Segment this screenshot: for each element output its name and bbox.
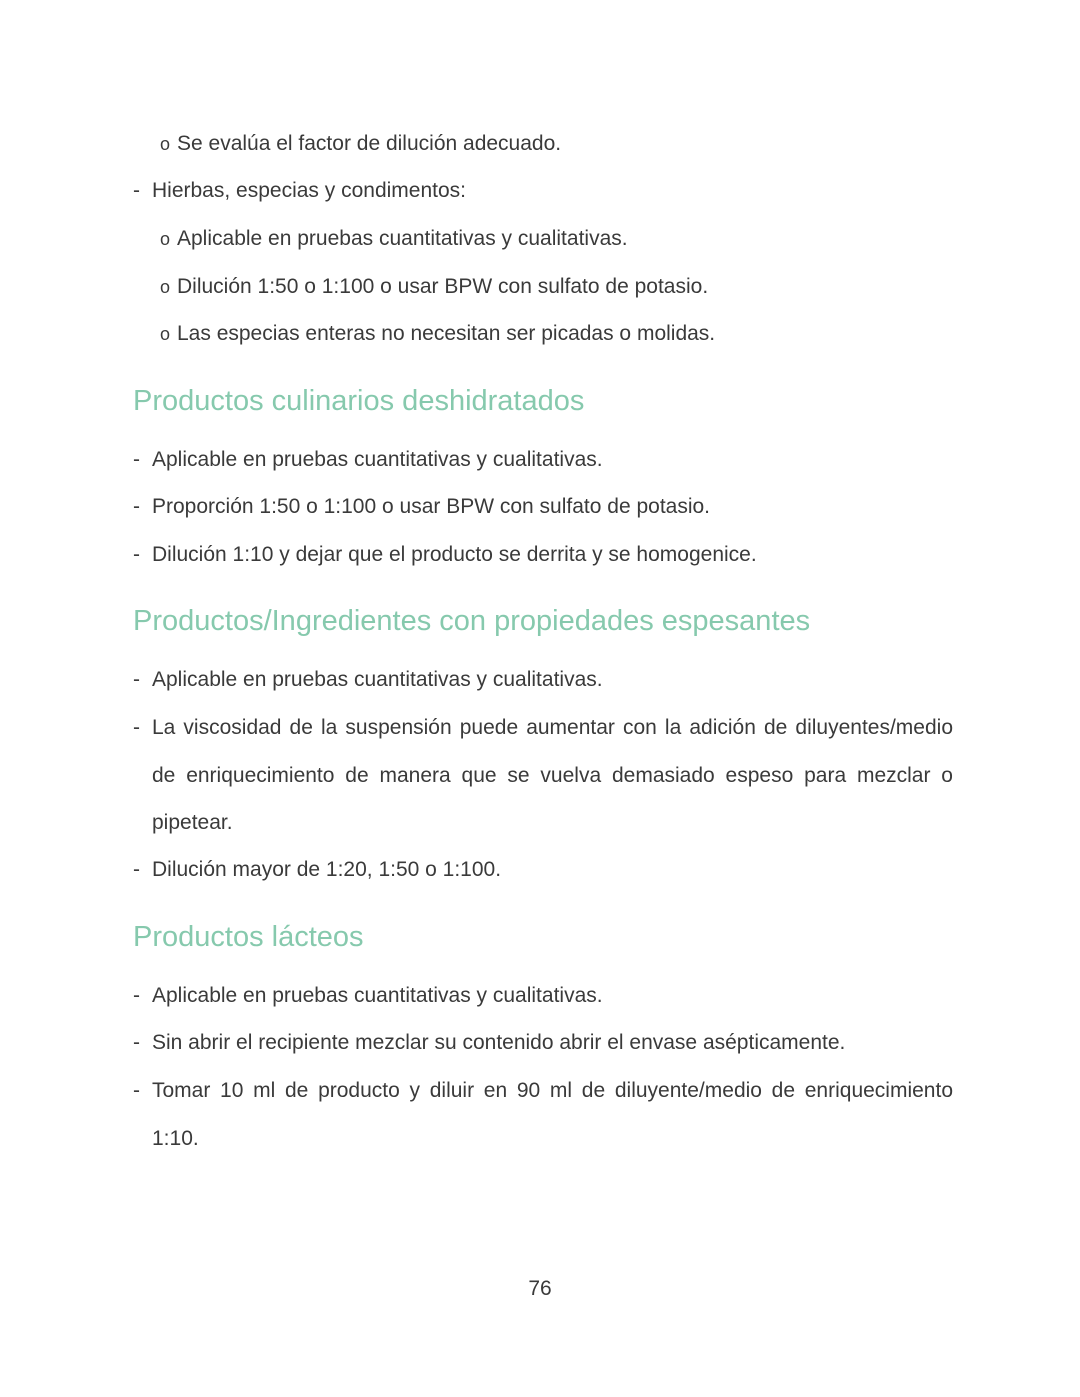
sub-list-item-text: Aplicable en pruebas cuantitativas y cualitativas. — [177, 227, 628, 250]
page-number: 76 — [528, 1277, 552, 1300]
list-item — [133, 656, 953, 704]
sub-list-item — [160, 130, 561, 158]
section-heading: Productos lácteos — [133, 921, 364, 953]
list-item-text: Dilución 1:10 y dejar que el producto se derrita y se homogenice. — [152, 543, 757, 566]
list-item-text: Proporción 1:50 o 1:100 o usar BPW con sulfato de potasio. — [152, 495, 711, 518]
list-item-text: Hierbas, especias y condimentos: — [152, 179, 466, 202]
sub-bullet-marker: o — [160, 229, 171, 249]
list-item — [133, 483, 953, 531]
dash-marker: - — [133, 179, 140, 202]
list-item — [133, 846, 953, 894]
list-item-text: Dilución mayor de 1:20, 1:50 o 1:100. — [152, 858, 502, 881]
dash-marker: - — [133, 1079, 140, 1102]
list-item-text: Sin abrir el recipiente mezclar su contenido abrir el envase asépticamente. — [152, 1031, 846, 1054]
list-item — [133, 531, 953, 579]
section-heading: Productos culinarios deshidratados — [133, 385, 585, 417]
dash-marker: - — [133, 1031, 140, 1054]
list-item-text: La viscosidad de la suspensión puede aumentar con la adición de diluyentes/medio de enriquecimiento de manera que se vuelva demasiado espeso para mezclar o pipetear. — [152, 716, 953, 834]
sub-list-item — [160, 225, 628, 253]
list-item — [133, 704, 953, 847]
list-item-text: Aplicable en pruebas cuantitativas y cualitativas. — [152, 984, 603, 1007]
dash-marker: - — [133, 495, 140, 518]
sub-bullet-marker: o — [160, 134, 171, 154]
list-item-text: Aplicable en pruebas cuantitativas y cualitativas. — [152, 448, 603, 471]
dash-marker: - — [133, 543, 140, 566]
list-item — [133, 972, 953, 1020]
list-item-text: Tomar 10 ml de producto y diluir en 90 ml de diluyente/medio de enriquecimiento 1:10. — [152, 1079, 953, 1150]
list-item — [133, 1019, 953, 1067]
sub-list-item — [160, 320, 715, 348]
dash-marker: - — [133, 448, 140, 471]
list-item — [133, 436, 953, 484]
sub-list-item — [160, 273, 708, 301]
sub-list-item-text: Se evalúa el factor de dilución adecuado. — [177, 132, 562, 155]
dash-marker: - — [133, 716, 140, 739]
list-item-text: Aplicable en pruebas cuantitativas y cualitativas. — [152, 668, 603, 691]
section-heading: Productos/Ingredientes con propiedades espesantes — [133, 605, 811, 637]
sub-list-item-text: Las especias enteras no necesitan ser picadas o molidas. — [177, 322, 716, 345]
list-item-hierbas — [133, 167, 953, 215]
sub-list-item-text: Dilución 1:50 o 1:100 o usar BPW con sulfato de potasio. — [177, 275, 709, 298]
dash-marker: - — [133, 984, 140, 1007]
sub-bullet-marker: o — [160, 324, 171, 344]
dash-marker: - — [133, 668, 140, 691]
sub-bullet-marker: o — [160, 277, 171, 297]
dash-marker: - — [133, 858, 140, 881]
list-item — [133, 1067, 953, 1162]
